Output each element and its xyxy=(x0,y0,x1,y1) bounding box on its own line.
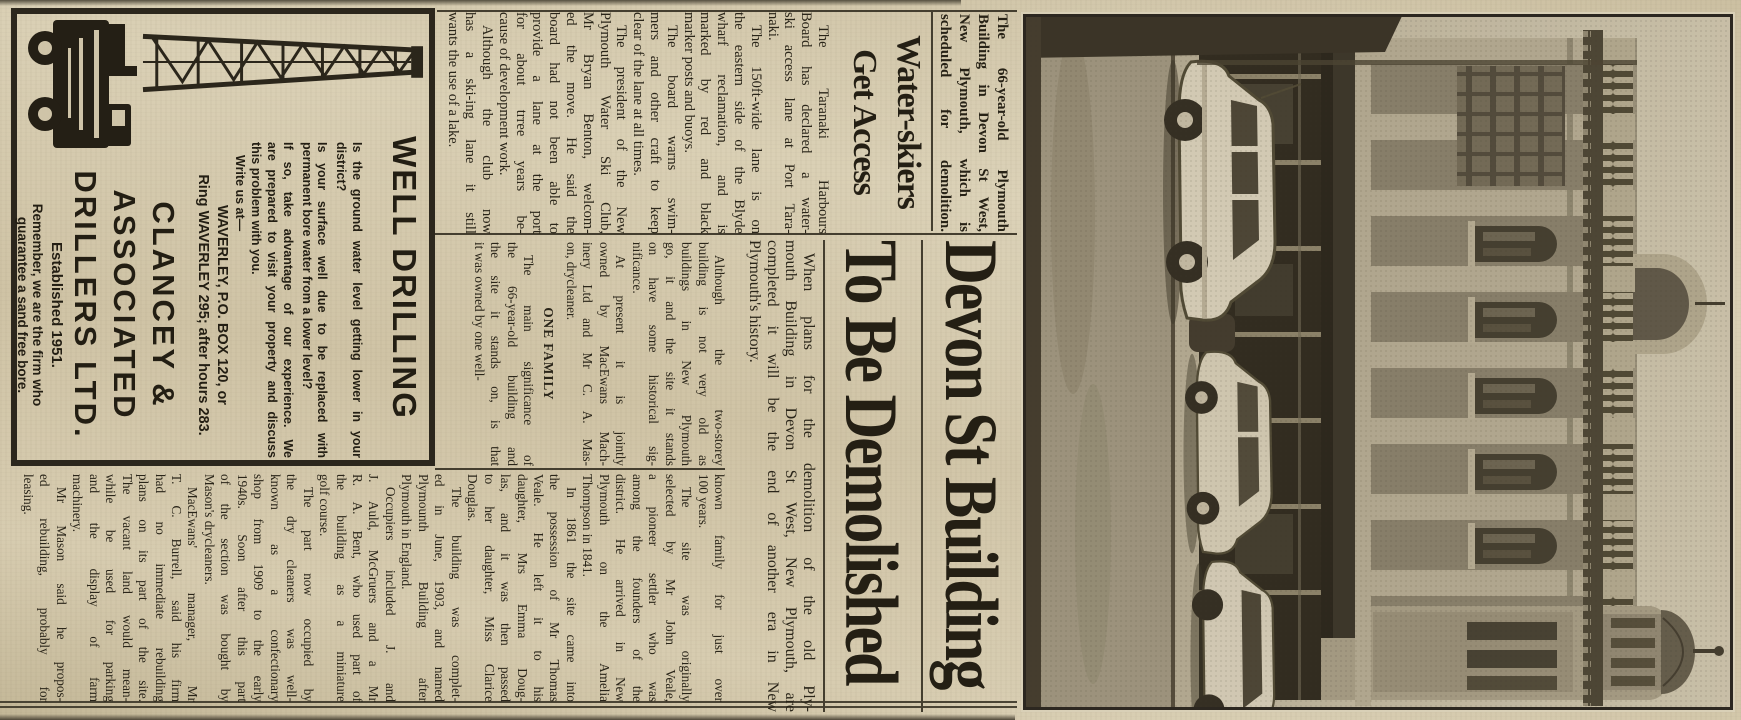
text-line: the 66-year-old building and xyxy=(504,242,520,466)
text-line: mouth Building in Devon St West, New Plymouth, are xyxy=(782,240,799,712)
text-line: J. Auld, McGruers and a Mr xyxy=(366,474,382,702)
text-line: 100 years. xyxy=(695,474,711,529)
text-line: Although the two-storey xyxy=(712,255,727,466)
text-line: district? xyxy=(334,142,349,192)
text-line: on have some historical sig- xyxy=(646,242,662,466)
text-line: wharf reclamation, and is xyxy=(714,12,731,234)
ad-company-name xyxy=(66,154,183,456)
text-line: building is not very old as xyxy=(695,242,711,466)
drill-rig-truck-illustration xyxy=(23,18,143,152)
building-photo xyxy=(1021,12,1735,712)
article-column-b xyxy=(20,474,727,702)
text-line: Is the ground water level getting lower in your xyxy=(350,142,364,458)
building-photo-art xyxy=(1023,14,1733,710)
text-line: Board has declared a water- xyxy=(798,12,815,234)
text-line: ski access lane at Port Tara- xyxy=(781,12,798,234)
text-line: At present it is jointly xyxy=(613,255,629,466)
article-column-a xyxy=(470,242,727,466)
headline-bottom-rule xyxy=(823,240,825,712)
headline-divider-rule xyxy=(921,240,923,712)
text-line: plans on its part of the site. xyxy=(136,474,152,702)
text-line: a pioneer settler who was xyxy=(646,474,662,702)
waterski-headline-line2: Get Access xyxy=(846,49,883,195)
text-line: Plymouth Water Ski Club, xyxy=(596,12,613,234)
photo-caption xyxy=(935,14,1011,232)
text-line: Douglas. xyxy=(465,474,481,522)
text-line: The 150ft-wide lane is on xyxy=(747,25,764,234)
text-line: Plymounth Building after xyxy=(415,474,431,702)
text-line: Plymouth on the Amelia xyxy=(596,474,612,702)
text-line: completed it will be the end of another era in New xyxy=(764,240,781,712)
text-line: it was owned by one well- xyxy=(471,242,487,381)
text-line: ed rebuilding, probably for xyxy=(37,474,53,702)
text-line: The site was originally xyxy=(679,487,695,702)
text-line: Occupiers included J. and xyxy=(382,487,398,702)
text-line: wants the use of a lake. xyxy=(445,12,462,148)
ad-tagline xyxy=(15,140,45,470)
ad-address-line2: Ring WAVERLEY 295; after hours 283. xyxy=(195,174,211,436)
text-line: leasing. xyxy=(20,474,36,515)
text-line: When plans for the demolition of the old Ply- xyxy=(800,253,817,712)
text-line: In 1861 the site came into xyxy=(563,487,579,702)
torn-edge-left xyxy=(0,0,961,6)
text-line: mers and other craft to keep xyxy=(647,12,664,234)
text-line: The building was complet- xyxy=(448,487,464,702)
text-line: golf course. xyxy=(317,474,333,537)
text-line: The Taranaki Harbours xyxy=(815,25,831,234)
text-line: daughter, Mrs Emma Doug- xyxy=(514,474,530,702)
text-line: while be used for parking xyxy=(103,474,119,702)
text-line: provide a lane at the port xyxy=(529,12,546,234)
text-line: The vacant land would mean- xyxy=(119,474,135,702)
torn-edge-right xyxy=(0,714,1015,720)
ad-address xyxy=(193,154,231,456)
text-line: owned by MacEwans Mach- xyxy=(596,242,612,466)
text-line: the dry cleaners was well- xyxy=(284,474,300,702)
ad-company-line2: ASSOCIATED xyxy=(107,189,142,421)
text-line: Is your surface well due to be replaced with xyxy=(315,142,330,458)
text-line: had no immediate rebuilding xyxy=(152,474,168,702)
waterski-article-body xyxy=(445,12,831,234)
ad-tagline-line2: guarantee a sand free bore. xyxy=(15,216,30,394)
text-line: the eastern side of the Blyde xyxy=(731,12,748,234)
text-line: The main significance of xyxy=(521,255,537,466)
text-line: shop from 1909 to the early xyxy=(251,474,267,702)
text-line: the site it stands on, is that xyxy=(488,242,504,466)
text-line: Building in Devon St West, xyxy=(975,14,991,232)
main-headline-line1: Devon St Building xyxy=(928,240,1012,689)
waterski-headline-line1: Water-skiers xyxy=(890,35,927,209)
text-line: has a ski-ing lane it still xyxy=(462,12,479,234)
text-line: naki. xyxy=(764,12,781,41)
ad-company-line1: CLANCEY & xyxy=(146,201,181,409)
ad-tagline-line1: Remember, we are the firm who xyxy=(30,203,45,407)
text-line: T. C. Burrell, said his firm xyxy=(169,474,185,702)
text-line: buildings in New Plymouth xyxy=(679,242,695,466)
text-line: ed in June, 1903, and named xyxy=(432,474,448,702)
text-line: marker posts and buoys. xyxy=(680,12,697,153)
caption-divider-rule xyxy=(931,12,933,231)
ad-established: Established 1951. xyxy=(48,242,65,368)
text-line: R. A. Bent, who used part of xyxy=(350,474,366,702)
text-line: Write us at— xyxy=(233,155,248,232)
text-line: marked by red and black xyxy=(697,12,714,234)
text-line: permanent bore water from a lower level? xyxy=(299,142,314,390)
text-line: and the display of farm xyxy=(86,474,102,702)
well-drilling-ad xyxy=(11,8,435,466)
text-line: If so, take advantage of our experience. We xyxy=(280,142,295,458)
text-line: selected by Mr John Veale, xyxy=(662,474,678,702)
text-line: Although the club now xyxy=(479,25,496,234)
text-line: Veale. He left it to his xyxy=(531,474,547,702)
ad-headline: WELL DRILLING xyxy=(386,136,423,420)
text-line: to her daughter, Miss Clarice xyxy=(481,474,497,702)
text-line: for about trree years be- xyxy=(512,12,529,234)
text-line: The board warns swim- xyxy=(663,25,680,234)
text-line: Mr Bryan Benton, welcom- xyxy=(579,12,596,234)
text-line: 1940s. Soon after this part xyxy=(234,474,250,702)
article-intro-paragraph xyxy=(745,240,817,712)
text-line: nificance. xyxy=(629,242,645,294)
text-line: The part now occupied by xyxy=(300,487,316,702)
text-line: Mason's drycleaners. xyxy=(201,474,217,585)
text-line: on, drycleaner. xyxy=(563,242,579,320)
text-line: known family for just over xyxy=(712,474,727,702)
text-line: go, it and the site it stands xyxy=(662,242,678,466)
text-line: are prepared to visit your property and discuss xyxy=(265,142,280,458)
text-line: Thompson in 1841. xyxy=(580,474,596,577)
drill-derrick-illustration xyxy=(141,20,425,104)
text-line: ed the move. He said the xyxy=(563,12,580,234)
text-line: of the section was bought by xyxy=(218,474,234,702)
ad-body-text xyxy=(232,142,367,458)
text-line: machinery. xyxy=(70,474,86,533)
subheading-line: ONE FAMILY xyxy=(541,307,557,401)
text-line: MacEwans' manager, Mr xyxy=(185,487,201,702)
main-headline-line2: To Be Demolished xyxy=(828,240,912,685)
text-line: board had not been able to xyxy=(546,12,563,234)
text-line: district. He arrived in New xyxy=(613,474,629,702)
text-line: the possession of Mr Thomas xyxy=(547,474,563,702)
text-line: cause of development work. xyxy=(495,12,512,176)
text-line: The 66-year-old Plymouth xyxy=(994,14,1010,232)
text-line: Mr Mason said he propos- xyxy=(53,487,69,702)
text-line: las, and it was then passed xyxy=(498,474,514,702)
ad-address-line1: WAVERLEY, P.O. BOX 120, or xyxy=(214,204,230,406)
text-line: Plymouth's history. xyxy=(746,240,763,363)
text-line: scheduled for demolition. xyxy=(937,14,953,232)
ad-company-line3: DRILLERS LTD. xyxy=(68,170,103,440)
text-line: the building as a miniature xyxy=(333,474,349,702)
text-line: The president of the New xyxy=(613,25,630,234)
text-line: New Plymouth, which is xyxy=(956,14,972,232)
column-rule-mid xyxy=(435,468,725,470)
text-line: known as a confectionary xyxy=(267,474,283,702)
text-line: Plymouth in England. xyxy=(399,474,415,590)
text-line: clear of the lane at all times. xyxy=(630,12,647,176)
text-line: inery Ltd and Mr C. A. Mas- xyxy=(580,242,596,466)
text-line: this problem with you. xyxy=(249,142,264,275)
text-line: among the founders of the xyxy=(629,474,645,702)
